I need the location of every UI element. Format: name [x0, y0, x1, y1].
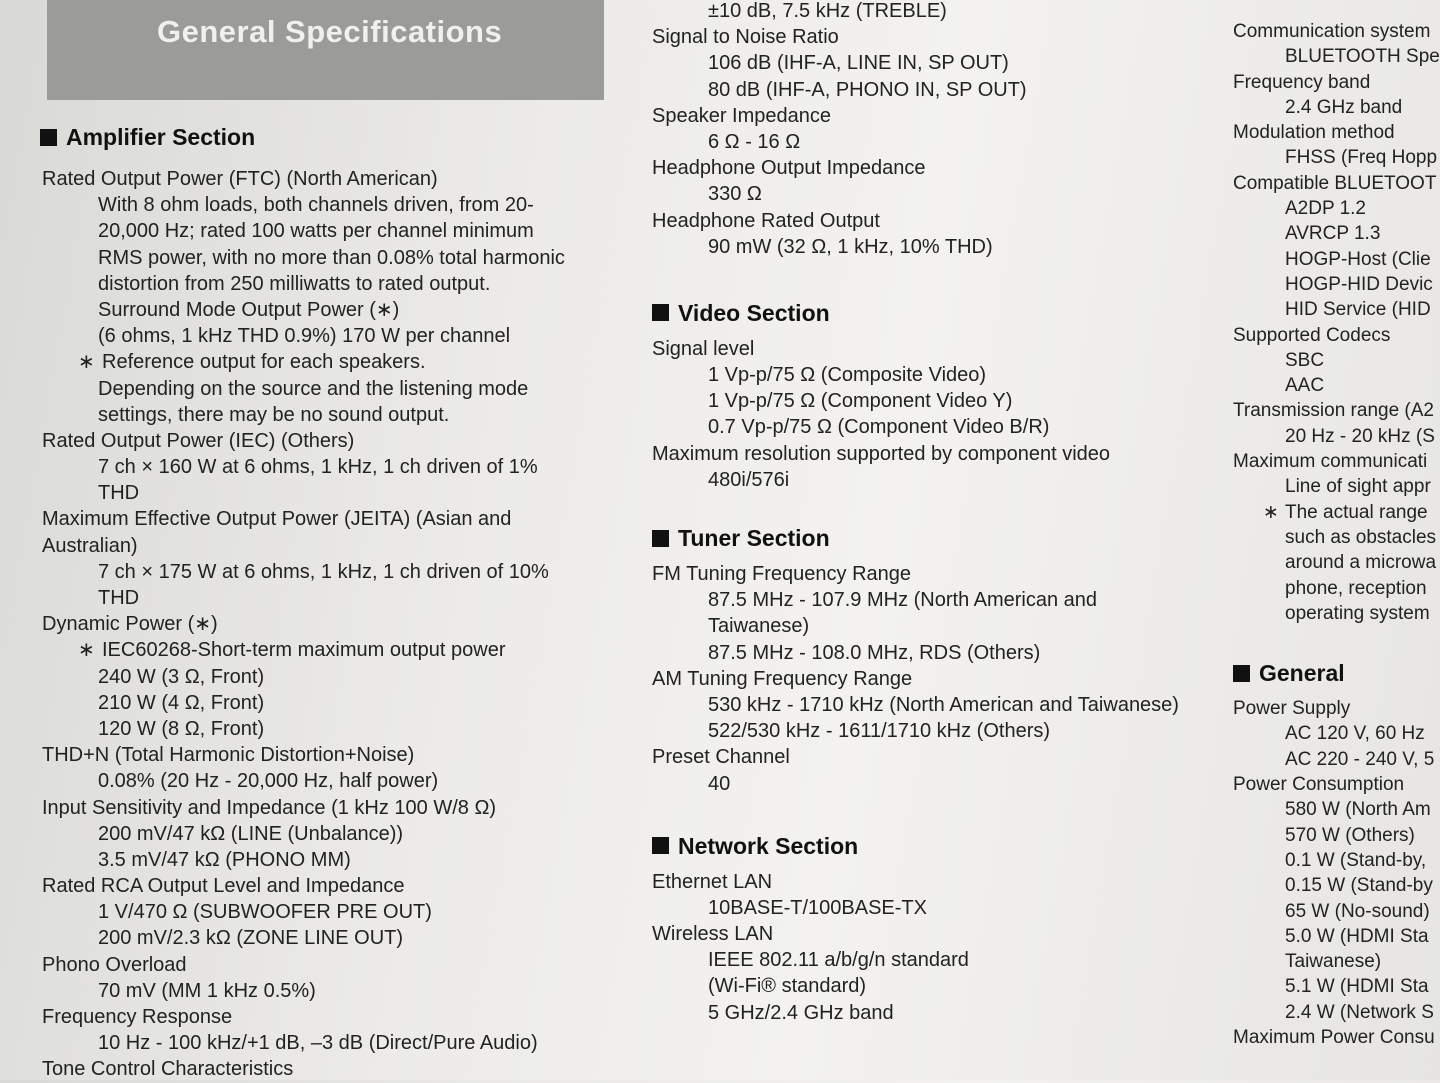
spec-value: phone, reception: [1285, 577, 1427, 599]
spec-label: Rated Output Power (IEC) (Others): [42, 429, 355, 452]
spec-label: Power Consumption: [1233, 774, 1405, 796]
spec-value: 7 ch × 160 W at 6 ohms, 1 kHz, 1 ch driven of 1%: [98, 456, 538, 479]
spec-value: 240 W (3 Ω, Front): [98, 665, 265, 688]
spec-value: 530 kHz - 1710 kHz (North American and Taiwanese): [708, 693, 1179, 716]
square-bullet-icon: [1233, 665, 1250, 682]
spec-value: BLUETOOTH Spe: [1285, 46, 1440, 68]
spec-value: 10BASE-T/100BASE-TX: [708, 896, 927, 919]
square-bullet-icon: [652, 304, 669, 321]
spec-value: 200 mV/47 kΩ (LINE (Unbalance)): [98, 822, 404, 845]
spec-value: (Wi-Fi® standard): [708, 975, 867, 998]
spec-value: THD: [98, 482, 140, 505]
spec-label: THD+N (Total Harmonic Distortion+Noise): [42, 744, 415, 767]
spec-label: Rated Output Power (FTC) (North American): [42, 168, 438, 190]
square-bullet-icon: [652, 530, 669, 547]
spec-value: Line of sight appr: [1285, 476, 1431, 498]
spec-label: Headphone Rated Output: [652, 209, 880, 232]
spec-value: AC 220 - 240 V, 5: [1285, 748, 1435, 770]
spec-value: 20 Hz - 20 kHz (S: [1285, 425, 1435, 447]
spec-value: 0.1 W (Stand-by,: [1285, 849, 1427, 871]
spec-value: THD: [98, 587, 140, 609]
square-bullet-icon: [40, 129, 57, 146]
spec-value: 70 mV (MM 1 kHz 0.5%): [98, 979, 316, 1002]
spec-label: Communication system: [1233, 21, 1431, 42]
spec-value: HOGP-HID Devic: [1285, 273, 1433, 295]
spec-label: Maximum Power Consu: [1233, 1026, 1435, 1048]
video-heading: Video Section: [652, 298, 1212, 328]
spec-value: 6 Ω - 16 Ω: [708, 130, 801, 153]
spec-label: Input Sensitivity and Impedance (1 kHz 100 W/8 Ω): [42, 796, 497, 819]
spec-label: Modulation method: [1233, 122, 1395, 144]
spec-value: 106 dB (IHF-A, LINE IN, SP OUT): [708, 52, 1009, 75]
spec-value: 210 W (4 Ω, Front): [98, 691, 265, 714]
spec-label: Power Supply: [1233, 698, 1351, 720]
spec-value: 0.08% (20 Hz - 20,000 Hz, half power): [98, 770, 439, 793]
spec-label: Speaker Impedance: [652, 104, 832, 127]
spec-value: 1 Vp-p/75 Ω (Composite Video): [708, 364, 987, 387]
spec-value: 570 W (Others): [1285, 824, 1415, 846]
bluetooth-column: [1233, 19, 1440, 1050]
spec-label: FM Tuning Frequency Range: [652, 563, 912, 585]
spec-value: AVRCP 1.3: [1285, 223, 1381, 245]
spec-value: Surround Mode Output Power (∗): [98, 298, 400, 321]
spec-value: 3.5 mV/47 kΩ (PHONO MM): [98, 848, 351, 871]
spec-value: Taiwanese): [708, 615, 810, 638]
spec-label: Ethernet LAN: [652, 870, 773, 893]
footnote-line: ∗ IEC60268-Short-term maximum output power: [40, 637, 620, 663]
square-bullet-icon: [652, 837, 669, 854]
spec-value: HOGP-Host (Clie: [1285, 248, 1431, 270]
spec-value: 0.15 W (Stand-by: [1285, 875, 1433, 897]
spec-label: Dynamic Power (∗): [42, 613, 218, 636]
spec-value: 330 Ω: [708, 183, 762, 206]
spec-value: HID Service (HID: [1285, 299, 1431, 321]
spec-label: Supported Codecs: [1233, 324, 1391, 346]
spec-label: Transmission range (A2: [1233, 400, 1434, 422]
footnote-line: ∗ The actual range: [1233, 500, 1440, 525]
spec-value: 200 mV/2.3 kΩ (ZONE LINE OUT): [98, 927, 404, 950]
spec-label: Tone Control Characteristics: [42, 1058, 294, 1081]
spec-label: Compatible BLUETOOT: [1233, 172, 1437, 194]
tuner-heading: Tuner Section: [652, 523, 1212, 553]
spec-value: 5 GHz/2.4 GHz band: [708, 1001, 894, 1024]
middle-column: [652, 0, 1212, 1026]
spec-value: FHSS (Freq Hopp: [1285, 147, 1438, 169]
spec-value: 5.0 W (HDMI Sta: [1285, 925, 1429, 947]
spec-value: ±10 dB, 7.5 kHz (TREBLE): [708, 0, 947, 22]
spec-value: 20,000 Hz; rated 100 watts per channel minimum: [98, 220, 534, 243]
network-heading: Network Section: [652, 831, 1212, 861]
spec-value: SBC: [1285, 349, 1325, 371]
spec-value: 40: [708, 772, 731, 795]
spec-value: 1 V/470 Ω (SUBWOOFER PRE OUT): [98, 901, 432, 924]
footnote-line: ∗ Reference output for each speakers.: [40, 349, 620, 375]
spec-label: Wireless LAN: [652, 923, 774, 946]
general-heading: General: [1233, 658, 1440, 688]
spec-value: Depending on the source and the listening mode: [98, 377, 529, 400]
spec-value: AAC: [1285, 375, 1325, 397]
spec-value: 87.5 MHz - 108.0 MHz, RDS (Others): [708, 641, 1041, 664]
spec-value: 120 W (8 Ω, Front): [98, 717, 265, 740]
spec-value: 522/530 kHz - 1611/1710 kHz (Others): [708, 720, 1051, 743]
spec-value: 5.1 W (HDMI Sta: [1285, 976, 1429, 998]
spec-value: 80 dB (IHF-A, PHONO IN, SP OUT): [708, 78, 1027, 101]
spec-value: 10 Hz - 100 kHz/+1 dB, –3 dB (Direct/Pure Audio): [98, 1032, 538, 1055]
spec-value: AC 120 V, 60 Hz: [1285, 723, 1425, 745]
spec-value: 90 mW (32 Ω, 1 kHz, 10% THD): [708, 235, 993, 258]
spec-label: Preset Channel: [652, 746, 790, 769]
spec-value: distortion from 250 milliwatts to rated output.: [98, 272, 491, 295]
spec-value: 2.4 W (Network S: [1285, 1001, 1434, 1023]
spec-label: AM Tuning Frequency Range: [652, 667, 913, 690]
spec-value: Taiwanese): [1285, 951, 1382, 973]
spec-value: operating system: [1285, 602, 1430, 624]
spec-label: Australian): [42, 534, 138, 557]
spec-value: 480i/576i: [708, 468, 790, 491]
spec-label: Frequency band: [1233, 71, 1371, 93]
spec-value: (6 ohms, 1 kHz THD 0.9%) 170 W per channel: [98, 325, 511, 348]
page-title: General Specifications: [157, 14, 503, 49]
spec-value: 0.7 Vp-p/75 Ω (Component Video B/R): [708, 416, 1050, 439]
asterisk-icon: ∗: [1263, 501, 1279, 523]
amplifier-column: [40, 122, 620, 1083]
asterisk-icon: ∗: [78, 351, 95, 374]
spec-label: Maximum communicati: [1233, 451, 1428, 473]
spec-value: With 8 ohm loads, both channels driven, from 20-: [98, 194, 534, 217]
spec-label: Rated RCA Output Level and Impedance: [42, 875, 405, 898]
spec-value: 1 Vp-p/75 Ω (Component Video Y): [708, 390, 1013, 413]
asterisk-icon: ∗: [78, 639, 95, 662]
spec-value: RMS power, with no more than 0.08% total harmonic: [98, 246, 565, 269]
spec-value: settings, there may be no sound output.: [98, 403, 450, 426]
spec-value: 7 ch × 175 W at 6 ohms, 1 kHz, 1 ch driven of 10%: [98, 560, 549, 583]
spec-label: Signal to Noise Ratio: [652, 26, 839, 49]
spec-label: Phono Overload: [42, 953, 187, 976]
spec-value: around a microwa: [1285, 552, 1437, 574]
spec-value: 87.5 MHz - 107.9 MHz (North American and: [708, 589, 1098, 612]
spec-label: Maximum Effective Output Power (JEITA) (Asian and: [42, 508, 512, 531]
spec-label: Frequency Response: [42, 1006, 233, 1028]
spec-value: IEEE 802.11 a/b/g/n standard: [708, 949, 969, 972]
spec-value: 2.4 GHz band: [1285, 96, 1403, 118]
spec-value: A2DP 1.2: [1285, 198, 1366, 220]
spec-label: Signal level: [652, 337, 755, 360]
spec-value: such as obstacles: [1285, 526, 1437, 548]
spec-value: 65 W (No-sound): [1285, 900, 1430, 922]
specs-banner: [47, 0, 604, 100]
amplifier-heading: Amplifier Section: [40, 122, 620, 152]
spec-label: Maximum resolution supported by component video: [652, 442, 1111, 465]
spec-value: 580 W (North Am: [1285, 799, 1431, 821]
spec-label: Headphone Output Impedance: [652, 157, 926, 180]
